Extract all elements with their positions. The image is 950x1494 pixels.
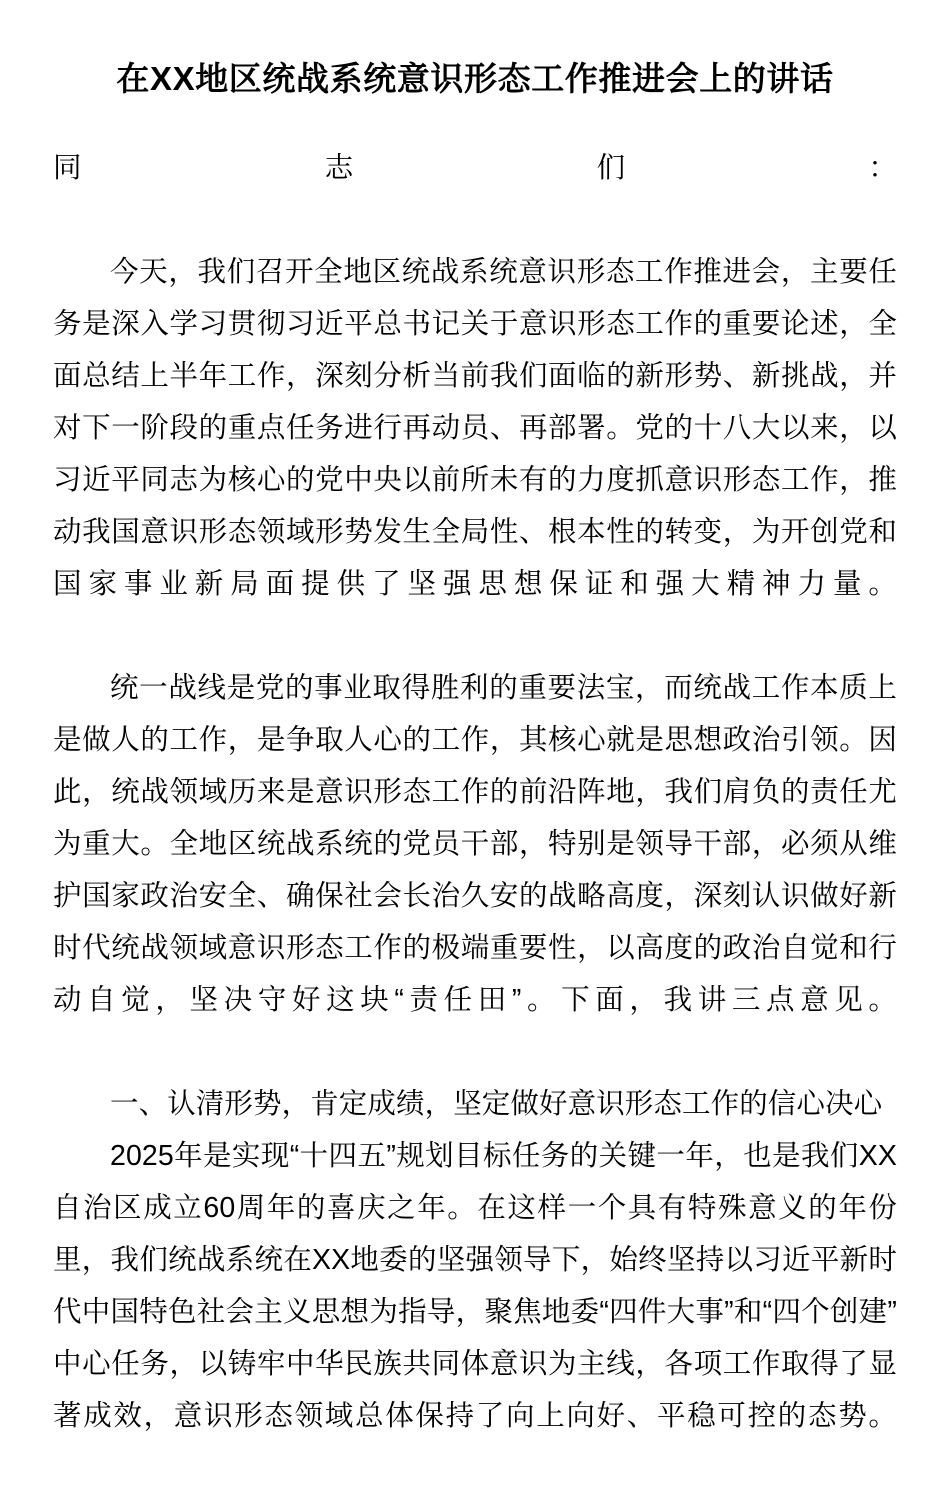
paragraph-1: 今天，我们召开全地区统战系统意识形态工作推进会，主要任务是深入学习贯彻习近平总书记关于意识形态工作的重要论述，全面总结上半年工作，深刻分析当前我们面临的新形势、新挑战，并对下一阶段的重点任务进行再动员、再部署。党的十八大以来，以习近平同志为核心的党中央以前所未有的力度抓意识形态工作，推动我国意识形态领域形势发生全局性、根本性的转变，为开创党和国家事业新局面提供了坚强思想保证和强大精神力量。: [53, 256, 897, 600]
document-body: [53, 0, 897, 1494]
salutation: 同志们：: [53, 152, 897, 184]
paragraph-2: 统一战线是党的事业取得胜利的重要法宝，而统战工作本质上是做人的工作，是争取人心的工作，其核心就是思想政治引领。因此，统战领域历来是意识形态工作的前沿阵地，我们肩负的责任尤为重大。全地区统战系统的党员干部，特别是领导干部，必须从维护国家政治安全、确保社会长治久安的战略高度，深刻认识做好新时代统战领域意识形态工作的极端重要性，以高度的政治自觉和行动自觉，坚决守好这块“责任田”。下面，我讲三点意见。: [53, 672, 897, 1016]
section-paragraph-1: 2025年是实现“十四五”规划目标任务的关键一年，也是我们XX自治区成立60周年的喜庆之年。在这样一个具有特殊意义的年份里，我们统战系统在XX地委的坚强领导下，始终坚持以习近平新时代中国特色社会主义思想为指导，聚焦地委“四件大事”和“四个创建”中心任务，以铸牢中华民族共同体意识为主线，各项工作取得了显著成效，意识形态领域总体保持了向上向好、平稳可控的态势。: [53, 1140, 897, 1432]
page-title: 在XX地区统战系统意识形态工作推进会上的讲话: [116, 60, 834, 97]
section-heading-1: 一、认清形势，肯定成绩，坚定做好意识形态工作的信心决心: [110, 1088, 883, 1120]
